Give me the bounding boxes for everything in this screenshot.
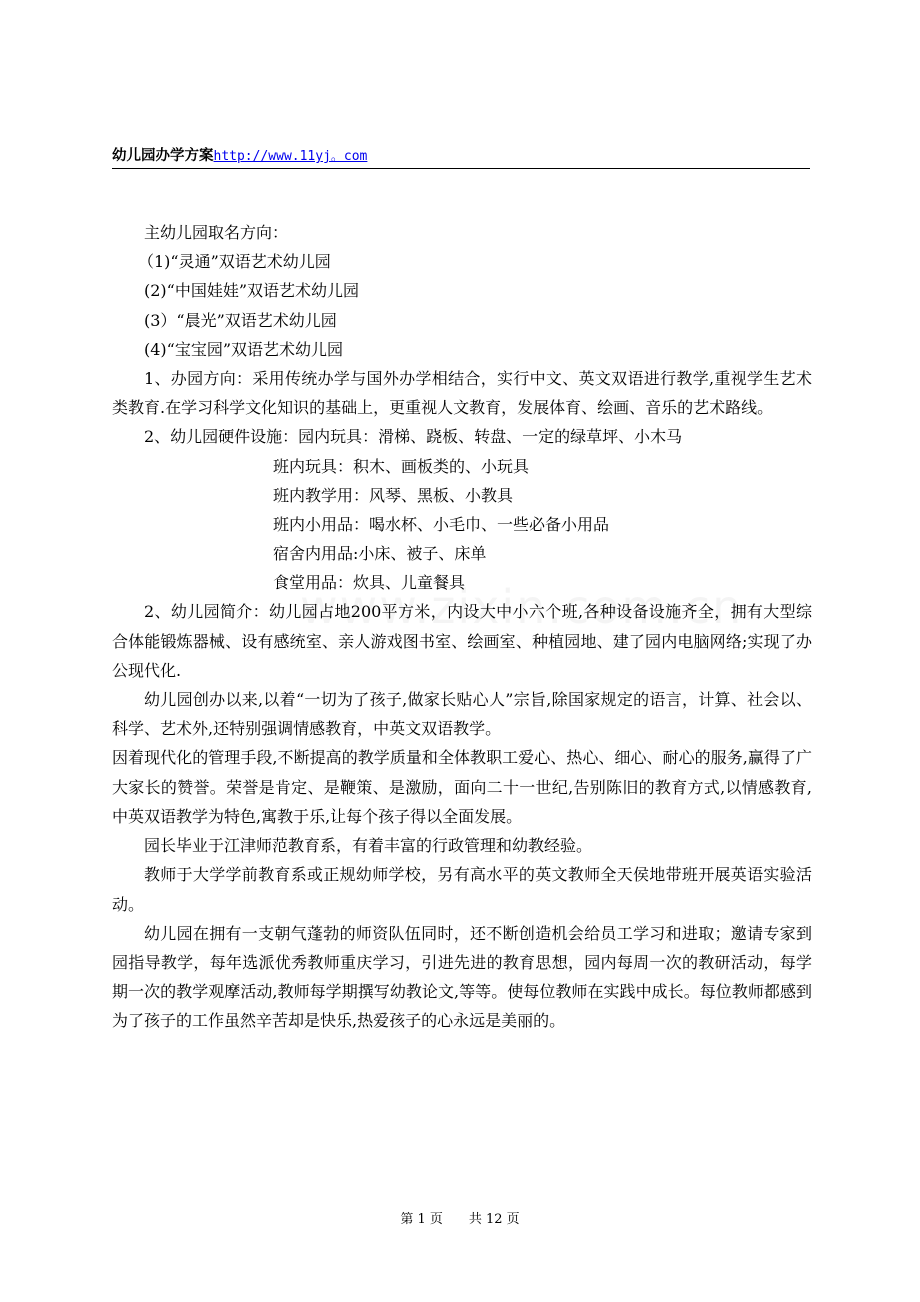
hardware-item-canteen: 食堂用品：炊具、儿童餐具 [273, 573, 466, 593]
hardware-item-dorm: 宿舍内用品:小床、被子、床单 [273, 544, 487, 564]
paragraph-intro: 2、幼儿园简介：幼儿园占地200平方米，内设大中小六个班,各种设备设施齐全，拥有大型综合体能锻炼器械、设有感统室、亲人游戏图书室、绘画室、种植园地、建了园内电脑网络;实现了办公现代化. [112, 602, 812, 680]
name-option-4: (4)“宝宝园”双语艺术幼儿园 [144, 339, 344, 359]
hardware-heading: 2、幼儿园硬件设施：园内玩具：滑梯、跷板、转盘、一定的绿草坪、小木马 [144, 427, 683, 447]
paragraph-training: 幼儿园在拥有一支朝气蓬勃的师资队伍同时，还不断创造机会给员工学习和进取；邀请专家到园指导教学，每年选派优秀教师重庆学习，引进先进的教育思想，园内每周一次的教研活动，每学期一次的教学观摩活动,教师每学期撰写幼教论文,等等。使每位教师在实践中成长。每位教师都感到为了孩子的工作虽然辛苦却是快乐,热爱孩子的心永远是美丽的。 [112, 923, 812, 1031]
page-header [112, 144, 810, 169]
header-title: 幼儿园办学方案 [112, 148, 214, 164]
hardware-item-small-goods: 班内小用品：喝水杯、小毛巾、一些必备小用品 [273, 514, 610, 534]
paragraph-director: 园长毕业于江津师范教育系，有着丰富的行政管理和幼教经验。 [144, 836, 593, 856]
name-option-2: (2)“中国娃娃”双语艺术幼儿园 [144, 281, 360, 301]
header-url-link[interactable]: http://www.11yj。com [213, 149, 368, 164]
name-direction-heading: 主幼儿园取名方向： [144, 223, 289, 242]
hardware-item-teaching: 班内教学用：风琴、黑板、小教具 [273, 485, 514, 505]
paragraph-founding: 幼儿园创办以来,以着“一切为了孩子,做家长贴心人”宗旨,除国家规定的语言，计算、社会以、科学、艺术外,还特别强调情感教育，中英文双语教学。 [112, 690, 812, 739]
paragraph-management: 因着现代化的管理手段,不断提高的教学质量和全体教职工爱心、热心、细心、耐心的服务,赢得了广大家长的赞誉。荣誉是肯定、是鞭策、是激励，面向二十一世纪,告别陈旧的教育方式,以情感教育,中英双语教学为特色,寓教于乐,让每个孩子得以全面发展。 [112, 748, 812, 826]
document-body [112, 218, 812, 1036]
name-option-3: (3）“晨光”双语艺术幼儿园 [144, 310, 337, 330]
page-footer: 第 1 页 共 12 页 [400, 1212, 520, 1227]
paragraph-teachers: 教师于大学学前教育系或正规幼师学校，另有高水平的英文教师全天侯地带班开展英语实验活动。 [112, 865, 812, 914]
name-option-1: （1)“灵通”双语艺术幼儿园 [138, 252, 331, 272]
paragraph-direction: 1、办园方向：采用传统办学与国外办学相结合，实行中文、英文双语进行教学,重视学生艺术类教育.在学习科学文化知识的基础上，更重视人文教育，发展体育、绘画、音乐的艺术路线。 [112, 368, 812, 418]
hardware-item-class-toys: 班内玩具：积木、画板类的、小玩具 [273, 456, 530, 476]
